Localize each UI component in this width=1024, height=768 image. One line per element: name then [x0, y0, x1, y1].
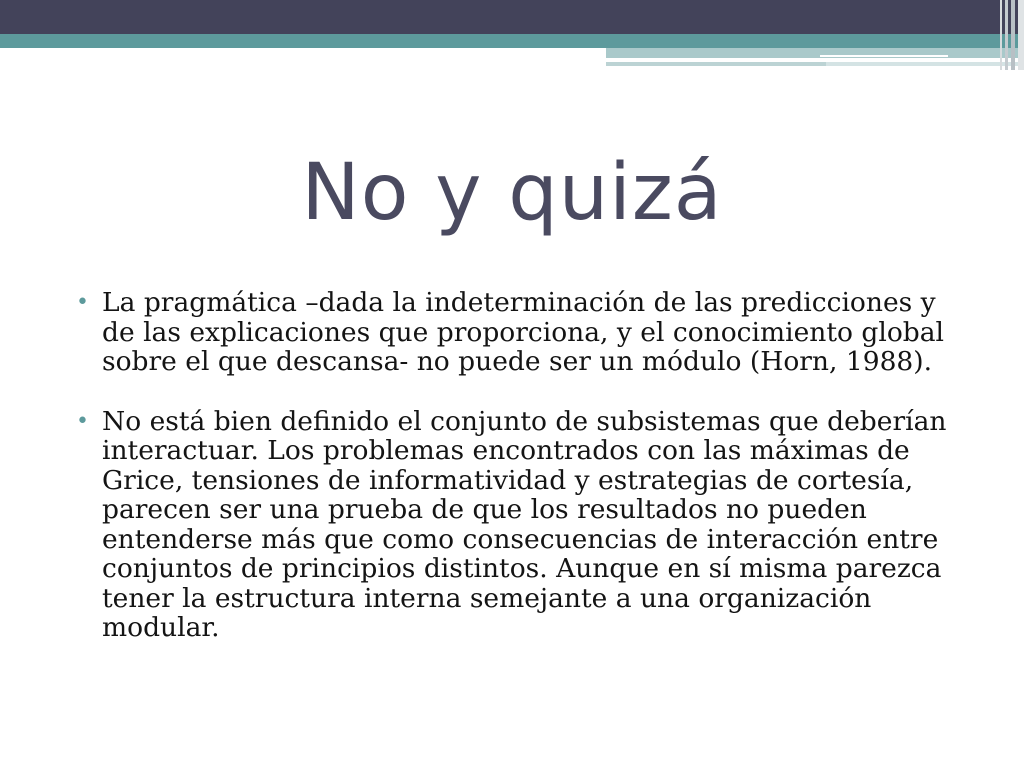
header-band-light	[606, 48, 1024, 58]
header-band-teal	[0, 34, 1024, 48]
header-band-dark	[0, 0, 1024, 34]
bullet-item	[76, 288, 976, 377]
bullet-list	[76, 288, 976, 673]
bullet-marker-icon: •	[76, 408, 89, 434]
corner-stripes	[994, 0, 1024, 70]
bullet-text: La pragmática –dada la indeterminación de las predicciones y de las explicaciones que proporciona, y el conocimiento global sobre el que descansa- no puede ser un módulo (Horn, 1988).	[102, 287, 945, 377]
bullet-text: No está bien definido el conjunto de subsistemas que deberían interactuar. Los problemas encontrados con las máximas de Grice, tensiones de informatividad y estrategias de cortesía, parecen ser una prueba de que los resultados no pueden entenderse más que como consecuencias de interacción entre conjuntos de principios distintos. Aunque en sí misma parezca tener la estructura interna semejante a una organización modular.	[102, 405, 947, 643]
bullet-item	[76, 407, 976, 643]
bullet-marker-icon: •	[76, 290, 89, 315]
header-line-highlight	[820, 55, 948, 57]
header-line	[606, 62, 826, 66]
slide-title: No y quizá	[301, 148, 723, 238]
